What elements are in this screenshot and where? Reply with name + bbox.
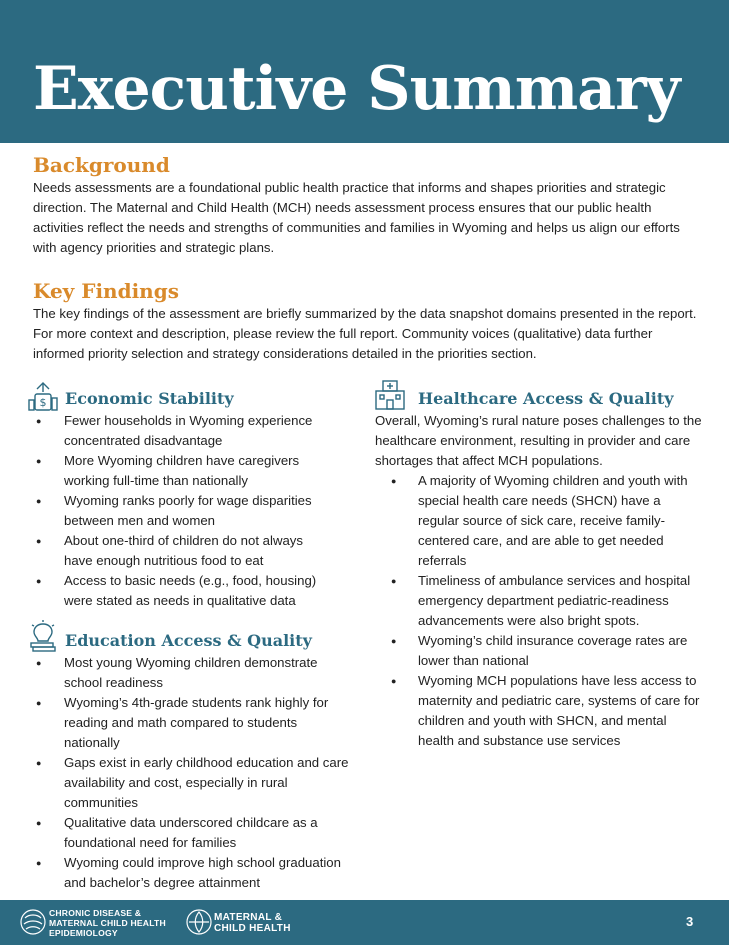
list-item: ● Wyoming could improve high school graduation and bachelor’s degree attainment — [33, 853, 353, 893]
key-findings-paragraph: The key findings of the assessment are briefly summarized by the data snapshot domains presented in the report. For more context and description, please review the full report. Community voices (qualitative) data further informed priority selection and strategy considerations detailed in the priorities section. — [33, 306, 697, 361]
footer-logo-mch: MATERNAL & CHILD HEALTH — [214, 912, 291, 934]
list-item: ● Access to basic needs (e.g., food, housing) were stated as needs in qualitative data — [33, 571, 333, 611]
page-number: 3 — [686, 914, 694, 929]
key-findings-heading: Key Findings — [33, 279, 179, 303]
education-access-heading: Education Access & Quality — [65, 631, 312, 650]
page-title: Executive Summary — [33, 54, 680, 124]
list-item: ● Wyoming’s child insurance coverage rates are lower than national — [375, 631, 705, 671]
page-footer — [0, 900, 729, 945]
list-item: ● A majority of Wyoming children and youth with special health care needs (SHCN) have a regular source of sick care, receive family-centered care, and are able to get needed referrals — [375, 471, 705, 571]
list-item: ● Timeliness of ambulance services and hospital emergency department pediatric-readiness advancements were also bright spots. — [375, 571, 705, 631]
education-access-list — [33, 653, 353, 893]
page-header — [0, 0, 729, 143]
list-item: ● Qualitative data underscored childcare as a foundational need for families — [33, 813, 353, 853]
footer-logo-cdmch-epi: CHRONIC DISEASE & MATERNAL CHILD HEALTH EPIDEMIOLOGY — [49, 908, 166, 938]
list-item: ● About one-third of children do not always have enough nutritious food to eat — [33, 531, 333, 571]
economic-stability-list — [33, 411, 333, 611]
background-heading: Background — [33, 153, 170, 177]
healthcare-access-list — [375, 471, 705, 751]
economic-stability-heading: Economic Stability — [65, 389, 234, 408]
list-item: ● More Wyoming children have caregivers working full-time than nationally — [33, 451, 333, 491]
mch-logo-icon — [186, 908, 212, 941]
list-item: ● Wyoming ranks poorly for wage disparities between men and women — [33, 491, 333, 531]
healthcare-intro: Overall, Wyoming’s rural nature poses challenges to the healthcare environment, resulting in provider and care shortages that affect MCH populations. — [375, 413, 702, 468]
healthcare-access-heading: Healthcare Access & Quality — [418, 389, 674, 408]
svg-text:$: $ — [39, 396, 47, 409]
list-item: ● Fewer households in Wyoming experience concentrated disadvantage — [33, 411, 333, 451]
list-item: ● Most young Wyoming children demonstrate school readiness — [33, 653, 353, 693]
state-outline-logo-icon — [20, 908, 46, 941]
background-paragraph: Needs assessments are a foundational public health practice that informs and shapes priorities and strategic direction. The Maternal and Child Health (MCH) needs assessment process ensures that our public health activities reflect the needs and strengths of communities and families in Wyoming and helps us align our efforts with agency priorities and strategic plans. — [33, 180, 680, 255]
list-item: ● Wyoming’s 4th-grade students rank highly for reading and math compared to students nationally — [33, 693, 353, 753]
list-item: ● Gaps exist in early childhood education and care availability and cost, especially in rural communities — [33, 753, 353, 813]
hospital-icon — [374, 380, 406, 415]
list-item: ● Wyoming MCH populations have less access to maternity and pediatric care, systems of care for children and youth with SHCN, and mental health and substance use services — [375, 671, 705, 751]
